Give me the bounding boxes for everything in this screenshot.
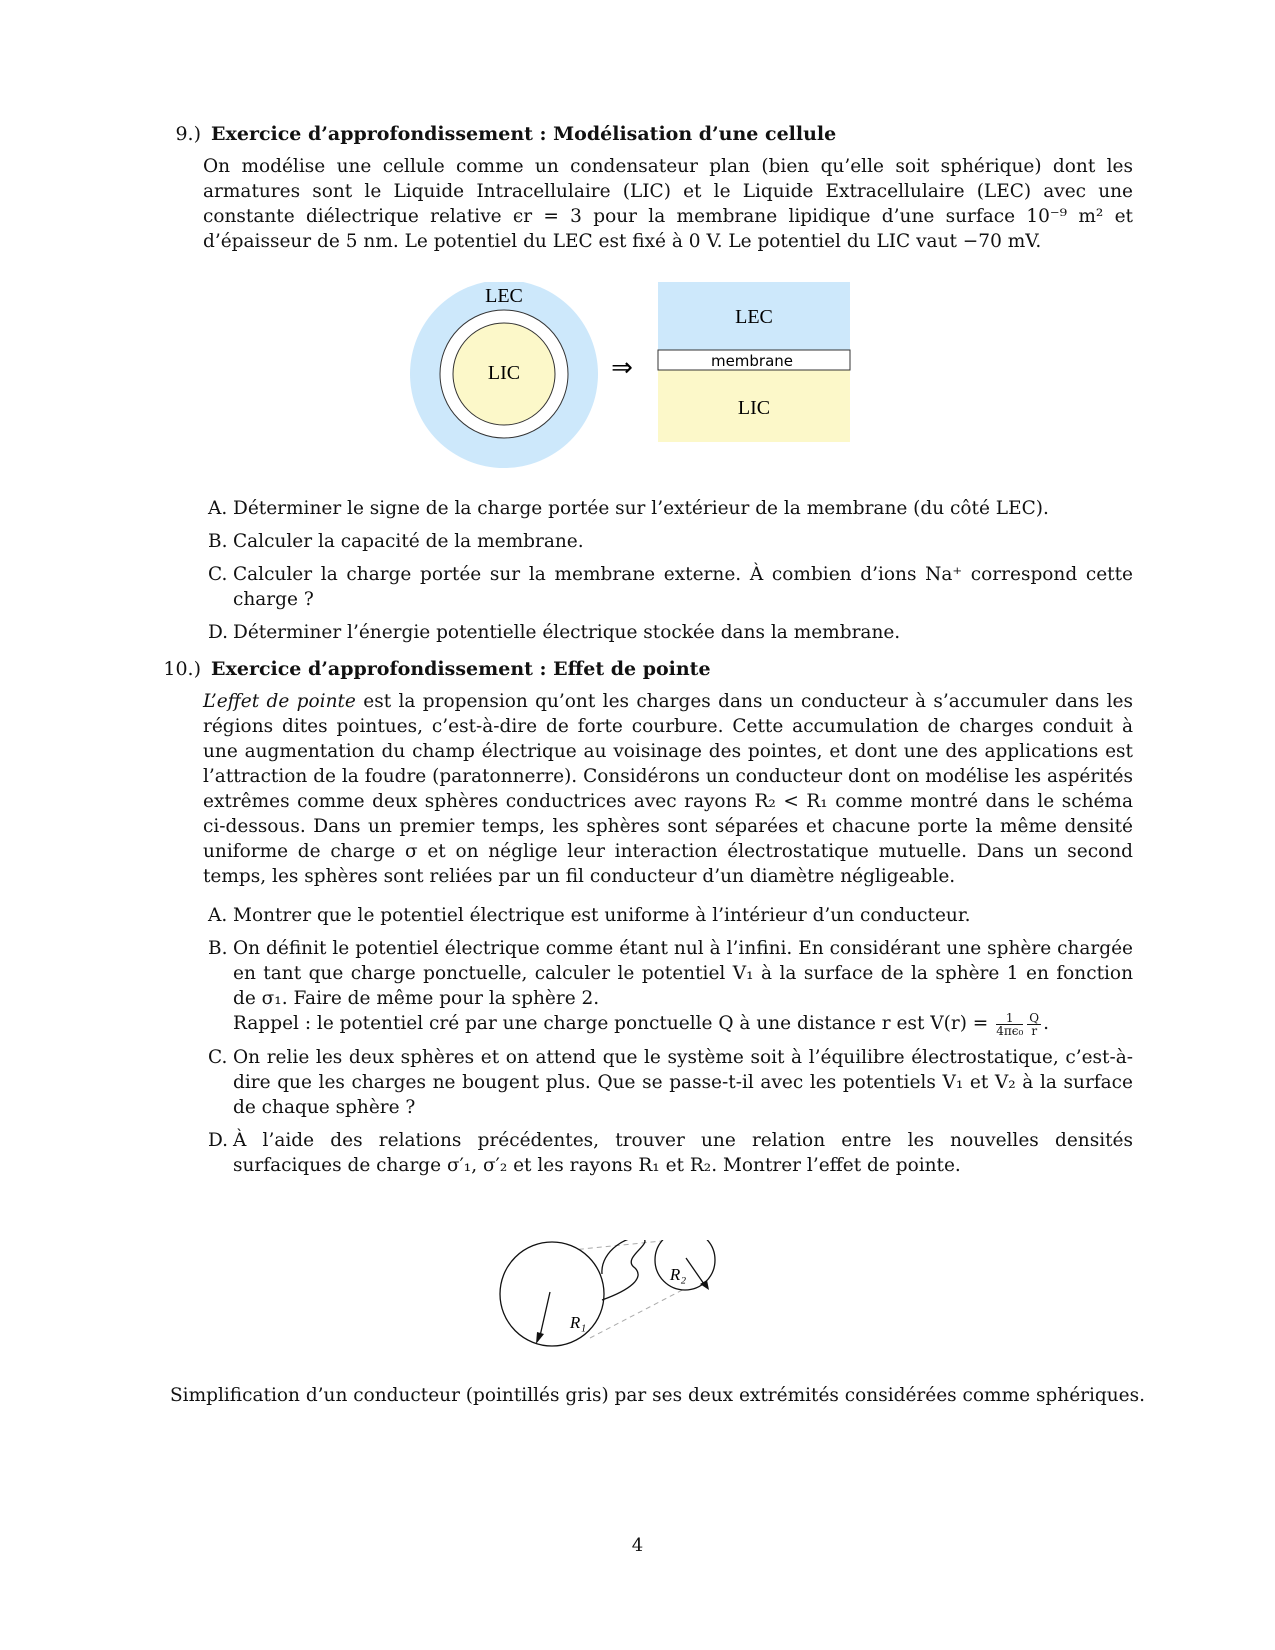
question-letter: C.	[208, 564, 228, 585]
question-item	[148, 529, 1133, 554]
question-letter: B.	[208, 938, 228, 959]
question-text: Déterminer le signe de la charge portée sur l’extérieur de la membrane (du côté LEC).	[233, 498, 1049, 519]
label-r1: R₁	[569, 1313, 587, 1332]
question-text: À l’aide des relations précédentes, trouver une relation entre les nouvelles densités surfaciques de charge σ′₁, σ′₂ et les rayons R₁ et R₂. Montrer l’effet de pointe.	[233, 1129, 1133, 1176]
exercise-title: Exercice d’approfondissement : Effet de pointe	[211, 658, 711, 680]
question-text: On définit le potentiel électrique comme étant nul à l’infini. En considérant une sphère chargée en tant que charge ponctuelle, calculer le potentiel V₁ à la surface de la sphère 1 en fonction de σ₁. Faire de même pour la sphère 2.	[233, 938, 1133, 1009]
question-text: Déterminer l’énergie potentielle électrique stockée dans la membrane.	[233, 622, 901, 643]
page-number: 4	[631, 1535, 644, 1556]
two-spheres-figure	[480, 1240, 780, 1360]
exercise-9-heading	[148, 122, 1133, 146]
rappel-line	[233, 1011, 1133, 1037]
question-item	[148, 562, 1133, 612]
question-letter: D.	[208, 1129, 229, 1151]
question-letter: C.	[208, 1046, 228, 1068]
cell-capacitor-figure	[400, 282, 920, 482]
label-r2: R₂	[669, 1265, 687, 1284]
sphere-1	[500, 1242, 604, 1346]
exercise-title: Exercice d’approfondissement : Modélisation d’une cellule	[211, 123, 837, 145]
question-item	[148, 936, 1133, 1037]
rappel-text: Rappel : le potentiel cré par une charge ponctuelle Q à une distance r est V(r) =	[233, 1013, 989, 1034]
question-letter: A.	[208, 905, 228, 926]
question-letter: B.	[208, 531, 228, 552]
fraction-numerator: 1	[996, 1012, 1023, 1025]
question-letter: D.	[208, 622, 229, 643]
exercise-number: 9.)	[175, 123, 201, 145]
fraction-denominator: r	[1031, 1023, 1038, 1038]
outline-dashed-bottom	[590, 1286, 690, 1338]
exercise-intro	[203, 689, 1133, 889]
lec-label-circle: LEC	[485, 285, 523, 307]
question-item	[148, 1045, 1133, 1120]
fraction-numerator: Q	[1029, 1010, 1040, 1025]
fraction-charge	[1027, 1012, 1041, 1037]
fraction-constant	[996, 1012, 1023, 1037]
question-list	[148, 903, 1133, 1178]
lic-label-rect: LIC	[737, 397, 771, 419]
question-item	[148, 620, 1133, 645]
lic-label-circle: LIC	[487, 362, 521, 384]
membrane-label: membrane	[710, 352, 794, 370]
question-text: Montrer que le potentiel électrique est uniforme à l’intérieur d’un conducteur.	[233, 905, 971, 926]
connecting-wire	[602, 1240, 645, 1300]
exercise-number: 10.)	[163, 658, 201, 680]
question-text: On relie les deux sphères et on attend que le système soit à l’équilibre électrostatique, c’est-à-dire que les charges ne bougent plus. Que se passe-t-il avec les potentiels V₁ et V₂ à la surface de chaque sphère ?	[233, 1046, 1133, 1118]
intro-text: est la propension qu’ont les charges dans un conducteur à s’accumuler dans les régions dites pointues, c’est-à-dire de forte courbure. Cette accumulation de charges conduit à une augmentation du champ électrique au voisinage des pointes, et dont une des applications est l’attraction de la foudre (paratonnerre). Considérons un conducteur dont on modélise les aspérités extrêmes comme deux sphères conductrices avec rayons R₂ < R₁ comme montré dans le schéma ci-dessous. Dans un premier temps, les sphères sont séparées et chacune porte la même densité uniforme de charge σ et on néglige leur interaction électrostatique mutuelle. Dans un second temps, les sphères sont reliées par un fil conducteur d’un diamètre négligeable.	[203, 691, 1134, 887]
question-text: Calculer la charge portée sur la membrane externe. À combien d’ions Na⁺ correspond cette charge ?	[233, 564, 1133, 610]
question-item	[148, 496, 1133, 521]
question-text: Calculer la capacité de la membrane.	[233, 531, 584, 552]
rappel-end: .	[1043, 1013, 1049, 1034]
fraction-denominator: 4πϵ₀	[996, 1023, 1024, 1038]
question-item	[148, 1128, 1133, 1178]
exercise-9	[148, 122, 1133, 254]
exercise-9-questions	[148, 496, 1133, 653]
implies-arrow: ⇒	[611, 353, 633, 383]
question-letter: A.	[208, 498, 228, 519]
exercise-intro: On modélise une cellule comme un condensateur plan (bien qu’elle soit sphérique) dont les armatures sont le Liquide Intracellulaire (LIC) et le Liquide Extracellulaire (LEC) avec une constante diélectrique relative ϵr = 3 pour la membrane lipidique d’une surface 10⁻⁹ m² et d’épaisseur de 5 nm. Le potentiel du LEC est fixé à 0 V. Le potentiel du LIC vaut −70 mV.	[203, 156, 1133, 252]
question-item	[148, 903, 1133, 928]
lec-label-rect: LEC	[735, 306, 773, 328]
exercise-10-heading	[148, 657, 1133, 681]
exercise-10	[148, 657, 1133, 1186]
question-list	[148, 496, 1133, 645]
figure-caption: Simplification d’un conducteur (pointillés gris) par ses deux extrémités considérées comme sphériques.	[170, 1385, 1145, 1406]
intro-emphasis: L’effet de pointe	[203, 691, 356, 712]
